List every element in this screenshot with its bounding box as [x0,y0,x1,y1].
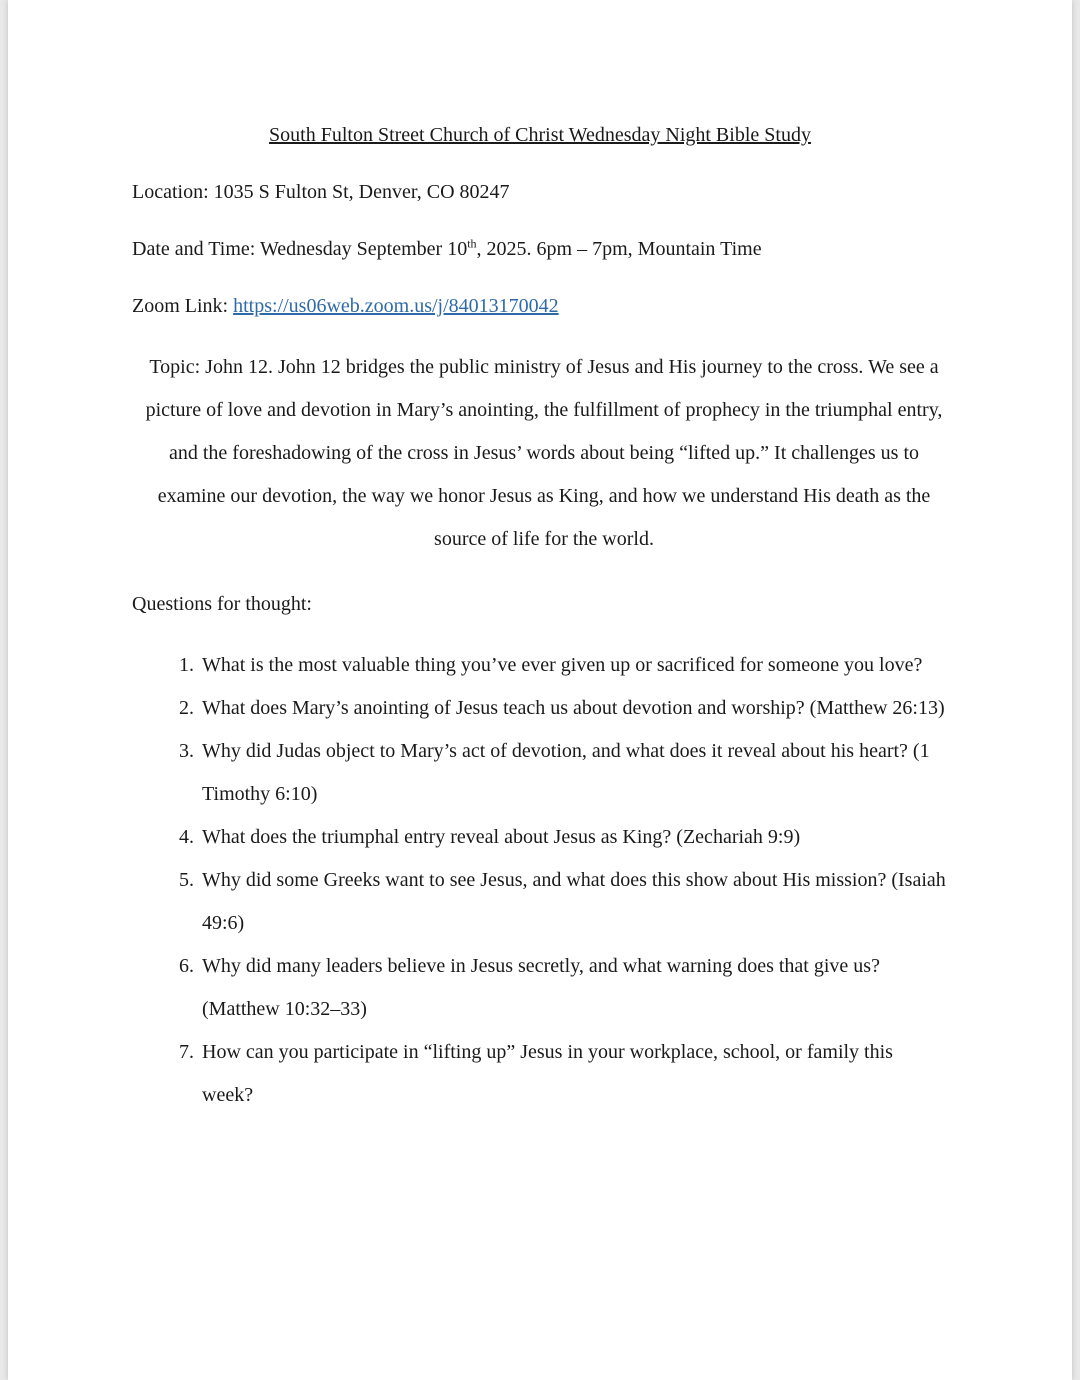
list-item [132,1031,952,1117]
topic-paragraph: Topic: John 12. John 12 bridges the public ministry of Jesus and His journey to the cross. We see a picture of love and devotion in Mary’s anointing, the fulfillment of prophecy in the triumphal entry, and the foreshadowing of the cross in Jesus’ words about being “lifted up.” It challenges us to examine our devotion, the way we honor Jesus as King, and how we understand His death as the source of life for the world. [145,356,943,550]
question-text: What does the triumphal entry reveal about Jesus as King? (Zechariah 9:9) [202,826,801,848]
datetime-label: Date and Time: [132,238,256,260]
question-text: Why did some Greeks want to see Jesus, and what does this show about His mission? (Isaiah 49:6) [202,869,946,934]
location-line [132,175,952,209]
question-text: What is the most valuable thing you’ve ever given up or sacrificed for someone you love? [202,654,923,676]
question-number: 2. [179,697,194,719]
datetime-day: Wednesday September 10 [259,238,468,260]
question-text: Why did Judas object to Mary’s act of devotion, and what does it reveal about his heart? (1 Timothy 6:10) [202,740,930,805]
datetime-rest: , 2025. 6pm – 7pm, Mountain Time [476,238,762,260]
list-item [132,687,952,730]
list-item [132,730,952,816]
question-number: 5. [179,869,194,891]
document-content [132,118,952,1117]
datetime-line [132,232,952,266]
location-value: 1035 S Fulton St, Denver, CO 80247 [213,181,510,203]
zoom-line [132,289,952,323]
zoom-link[interactable]: https://us06web.zoom.us/j/84013170042 [233,295,559,317]
question-number: 7. [179,1041,194,1063]
document-page [8,0,1072,1380]
list-item [132,816,952,859]
question-number: 1. [179,654,194,676]
list-item [132,644,952,687]
question-text: Why did many leaders believe in Jesus secretly, and what warning does that give us? (Matthew 10:32–33) [202,955,880,1020]
questions-list [132,644,952,1117]
list-item [132,945,952,1031]
question-text: What does Mary’s anointing of Jesus teach us about devotion and worship? (Matthew 26:13) [202,697,945,719]
question-text: How can you participate in “lifting up” Jesus in your workplace, school, or family this week? [202,1041,893,1106]
datetime-suffix: th [467,236,477,251]
question-number: 6. [179,955,194,977]
question-number: 3. [179,740,194,762]
list-item [132,859,952,945]
questions-title: Questions for thought: [132,593,312,615]
question-number: 4. [179,826,194,848]
zoom-label: Zoom Link: [132,295,229,317]
document-title: South Fulton Street Church of Christ Wednesday Night Bible Study [269,124,811,146]
location-label: Location: [132,181,209,203]
